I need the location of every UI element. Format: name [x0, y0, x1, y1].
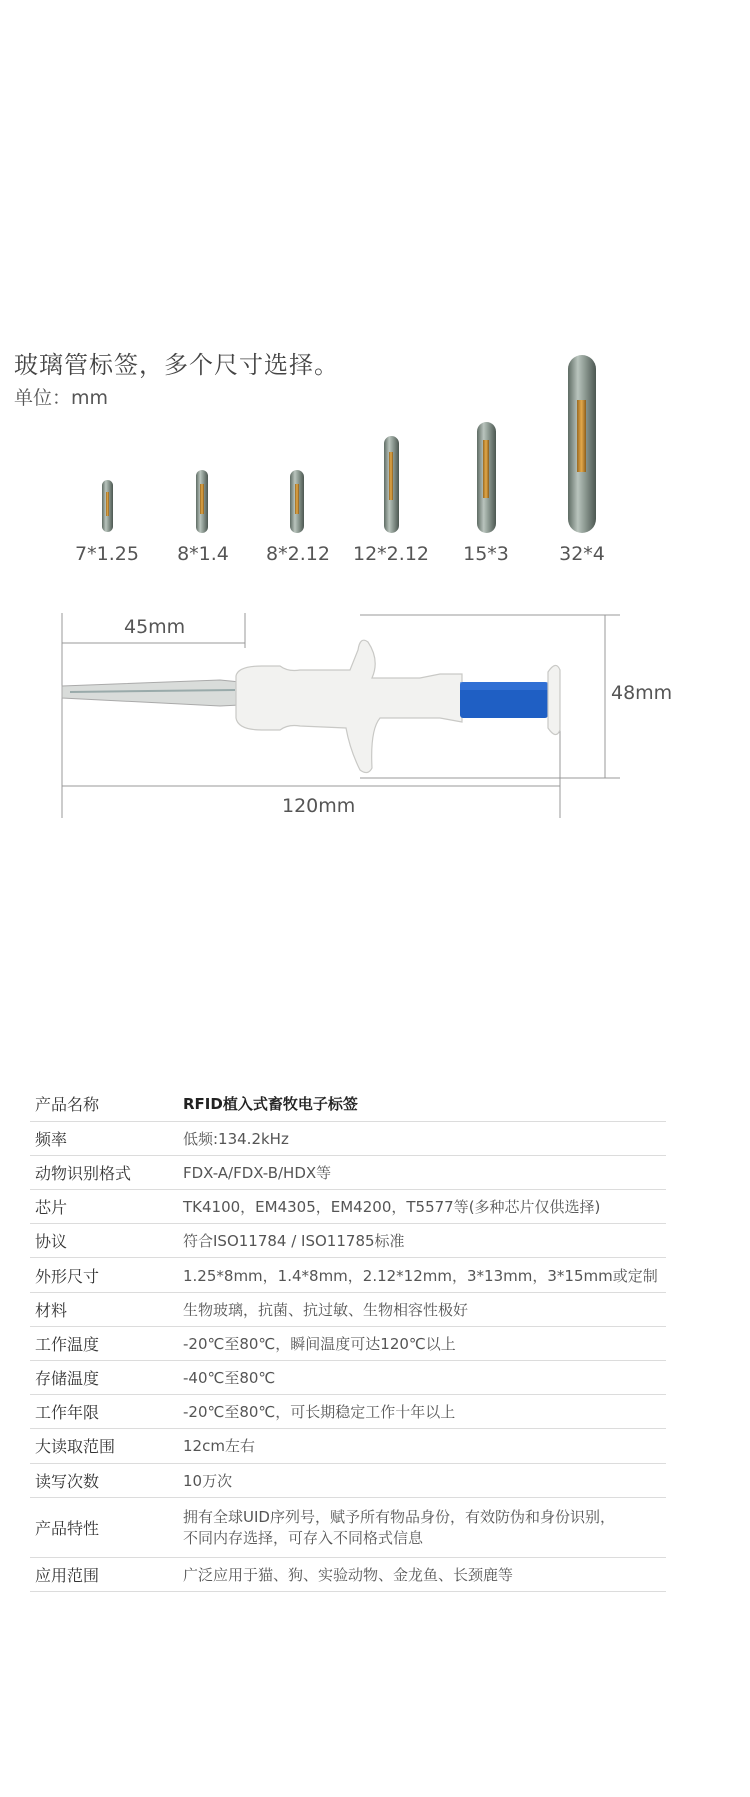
spec-value: [183, 1497, 666, 1557]
spec-key: 频率: [30, 1121, 183, 1155]
table-row: [30, 1292, 666, 1326]
tube-15x3: [477, 422, 496, 533]
table-row: [30, 1224, 666, 1258]
spec-key: 工作年限: [30, 1395, 183, 1429]
table-row: [30, 1429, 666, 1463]
tube-label: 8*1.4: [177, 543, 229, 565]
tube-7x1.25: [102, 480, 113, 532]
spec-value: TK4100，EM4305，EM4200，T5577等(多种芯片仅供选择): [183, 1190, 666, 1224]
table-row: [30, 1557, 666, 1591]
table-row: [30, 1087, 666, 1121]
spec-key: 材料: [30, 1292, 183, 1326]
table-row: [30, 1497, 666, 1557]
spec-key: 应用范围: [30, 1557, 183, 1591]
table-row: [30, 1463, 666, 1497]
spec-key: 产品特性: [30, 1497, 183, 1557]
table-row: [30, 1361, 666, 1395]
dim-total-length: 120mm: [282, 795, 356, 817]
tube-label: 12*2.12: [353, 543, 429, 565]
spec-key: 存储温度: [30, 1361, 183, 1395]
spec-key: 动物识别格式: [30, 1155, 183, 1189]
spec-key: 外形尺寸: [30, 1258, 183, 1292]
spec-value-line: 拥有全球UID序列号，赋予所有物品身份，有效防伪和身份识别，: [183, 1508, 615, 1527]
section-heading: 玻璃管标签，多个尺寸选择。: [14, 351, 339, 379]
spec-table: [30, 1087, 666, 1592]
spec-value: 1.25*8mm，1.4*8mm，2.12*12mm，3*13mm，3*15mm或定制: [183, 1258, 666, 1292]
spec-key: 工作温度: [30, 1326, 183, 1360]
glass-tubes-image: [0, 0, 750, 560]
table-row: [30, 1326, 666, 1360]
spec-key: 产品名称: [30, 1087, 183, 1121]
spec-key: 芯片: [30, 1190, 183, 1224]
spec-value: 符合ISO11784 / ISO11785标准: [183, 1224, 666, 1258]
tube-label: 7*1.25: [75, 543, 139, 565]
spec-value: 12cm左右: [183, 1429, 666, 1463]
tube-8x1.4: [196, 470, 208, 533]
spec-value: FDX-A/FDX-B/HDX等: [183, 1155, 666, 1189]
syringe-plunger: [460, 665, 560, 734]
table-row: [30, 1258, 666, 1292]
needle: [62, 680, 240, 706]
spec-value: -20℃至80℃，瞬间温度可达120℃以上: [183, 1326, 666, 1360]
tube-32x4: [568, 355, 596, 533]
table-row: [30, 1190, 666, 1224]
table-row: [30, 1121, 666, 1155]
spec-value: 生物玻璃，抗菌、抗过敏、生物相容性极好: [183, 1292, 666, 1326]
dim-needle-length: 45mm: [124, 616, 186, 638]
tube-label: 8*2.12: [266, 543, 330, 565]
spec-value: RFID植入式畜牧电子标签: [183, 1087, 666, 1121]
spec-key: 协议: [30, 1224, 183, 1258]
syringe-barrel: [236, 640, 462, 772]
table-row: [30, 1155, 666, 1189]
tube-12x2.12: [384, 436, 399, 533]
tube-label: 32*4: [559, 543, 605, 565]
spec-key: 大读取范围: [30, 1429, 183, 1463]
dim-height: 48mm: [611, 682, 673, 704]
spec-value-line: 不同内存选择，可存入不同格式信息: [183, 1529, 424, 1548]
spec-value: 10万次: [183, 1463, 666, 1497]
tube-label: 15*3: [463, 543, 509, 565]
spec-value: -40℃至80℃: [183, 1361, 666, 1395]
spec-value: 广泛应用于猫、狗、实验动物、金龙鱼、长颈鹿等: [183, 1557, 666, 1591]
spec-value: 低频:134.2kHz: [183, 1121, 666, 1155]
unit-label: 单位：mm: [14, 387, 109, 409]
table-row: [30, 1395, 666, 1429]
spec-value: -20℃至80℃，可长期稳定工作十年以上: [183, 1395, 666, 1429]
syringe-diagram: [0, 600, 750, 830]
spec-key: 读写次数: [30, 1463, 183, 1497]
tube-8x2.12: [290, 470, 304, 533]
